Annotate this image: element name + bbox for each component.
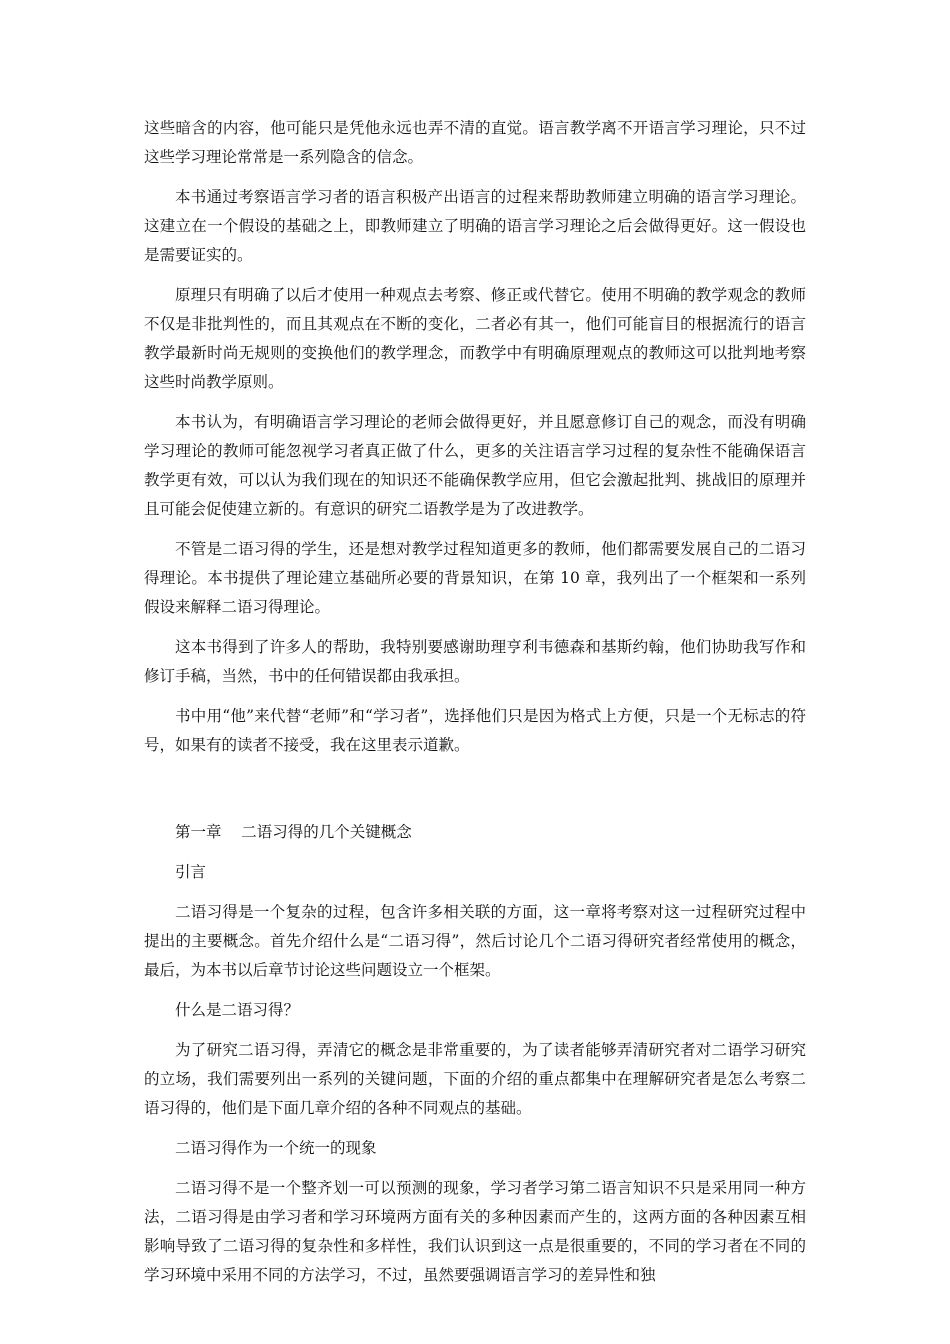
- paragraph-continuation: 这些暗含的内容，他可能只是凭他永远也弄不清的直觉。语言教学离不开语言学习理论，只不过这些学习理论常常是一系列隐含的信念。: [144, 119, 806, 166]
- paragraph-book-purpose: 本书通过考察语言学习者的语言积极产出语言的过程来帮助教师建立明确的语言学习理论。这建立在一个假设的基础之上，即教师建立了明确的语言学习理论之后会做得更好。这一假设也是需要证实的。: [144, 188, 806, 264]
- paragraph-unified-phenomenon: 二语习得不是一个整齐划一可以预测的现象，学习者学习第二语言知识不只是采用同一种方法，二语习得是由学习者和学习环境两方面有关的多种因素而产生的，这两方面的各种因素互相影响导致了二语习得的复杂性和多样性，我们认识到这一点是很重要的，不同的学习者在不同的学习环境中采用不同的方法学习，不过，虽然要强调语言学习的差异性和独: [144, 1179, 806, 1284]
- paragraph-acknowledgements: 这本书得到了许多人的帮助，我特别要感谢助理亨利韦德森和基斯约翰，他们协助我写作和修订手稿，当然，书中的任何错误都由我承担。: [144, 638, 806, 685]
- paragraph-what-is-sla: 为了研究二语习得，弄清它的概念是非常重要的，为了读者能够弄清研究者对二语学习研究的立场，我们需要列出一系列的关键问题，下面的介绍的重点都集中在理解研究者是怎么考察二语习得的，他们是下面几章介绍的各种不同观点的基础。: [144, 1041, 806, 1117]
- paragraph-pronoun-note: 书中用“他”来代替“老师”和“学习者”，选择他们只是因为格式上方便，只是一个无标志的符号，如果有的读者不接受，我在这里表示道歉。: [144, 707, 806, 754]
- section-heading-intro: 引言: [175, 863, 207, 881]
- chapter-title: 第一章 二语习得的几个关键概念: [175, 823, 412, 841]
- section-heading-unified-phenomenon: 二语习得作为一个统一的现象: [175, 1139, 377, 1157]
- paragraph-principles: 原理只有明确了以后才使用一种观点去考察、修正或代替它。使用不明确的教学观念的教师不仅是非批判性的，而且其观点在不断的变化，二者必有其一，他们可能盲目的根据流行的语言教学最新时尚无规则的变换他们的教学理念，而教学中有明确原理观点的教师这可以批判地考察这些时尚教学原则。: [144, 286, 806, 391]
- paragraph-book-view: 本书认为，有明确语言学习理论的老师会做得更好，并且愿意修订自己的观念，而没有明确学习理论的教师可能忽视学习者真正做了什么，更多的关注语言学习过程的复杂性不能确保语言教学更有效，可以认为我们现在的知识还不能确保教学应用，但它会激起批判、挑战旧的原理并且可能会促使建立新的。有意识的研究二语教学是为了改进教学。: [144, 413, 806, 518]
- paragraph-audience: 不管是二语习得的学生，还是想对教学过程知道更多的教师，他们都需要发展自己的二语习得理论。本书提供了理论建立基础所必要的背景知识，在第 10 章，我列出了一个框架和一系列假设来解释二语习得理论。: [144, 540, 806, 616]
- section-heading-what-is-sla: 什么是二语习得？: [175, 1001, 300, 1019]
- document-page: [144, 114, 806, 1290]
- paragraph-intro: 二语习得是一个复杂的过程，包含许多相关联的方面，这一章将考察对这一过程研究过程中提出的主要概念。首先介绍什么是“二语习得”，然后讨论几个二语习得研究者经常使用的概念，最后，为本书以后章节讨论这些问题设立一个框架。: [144, 903, 806, 979]
